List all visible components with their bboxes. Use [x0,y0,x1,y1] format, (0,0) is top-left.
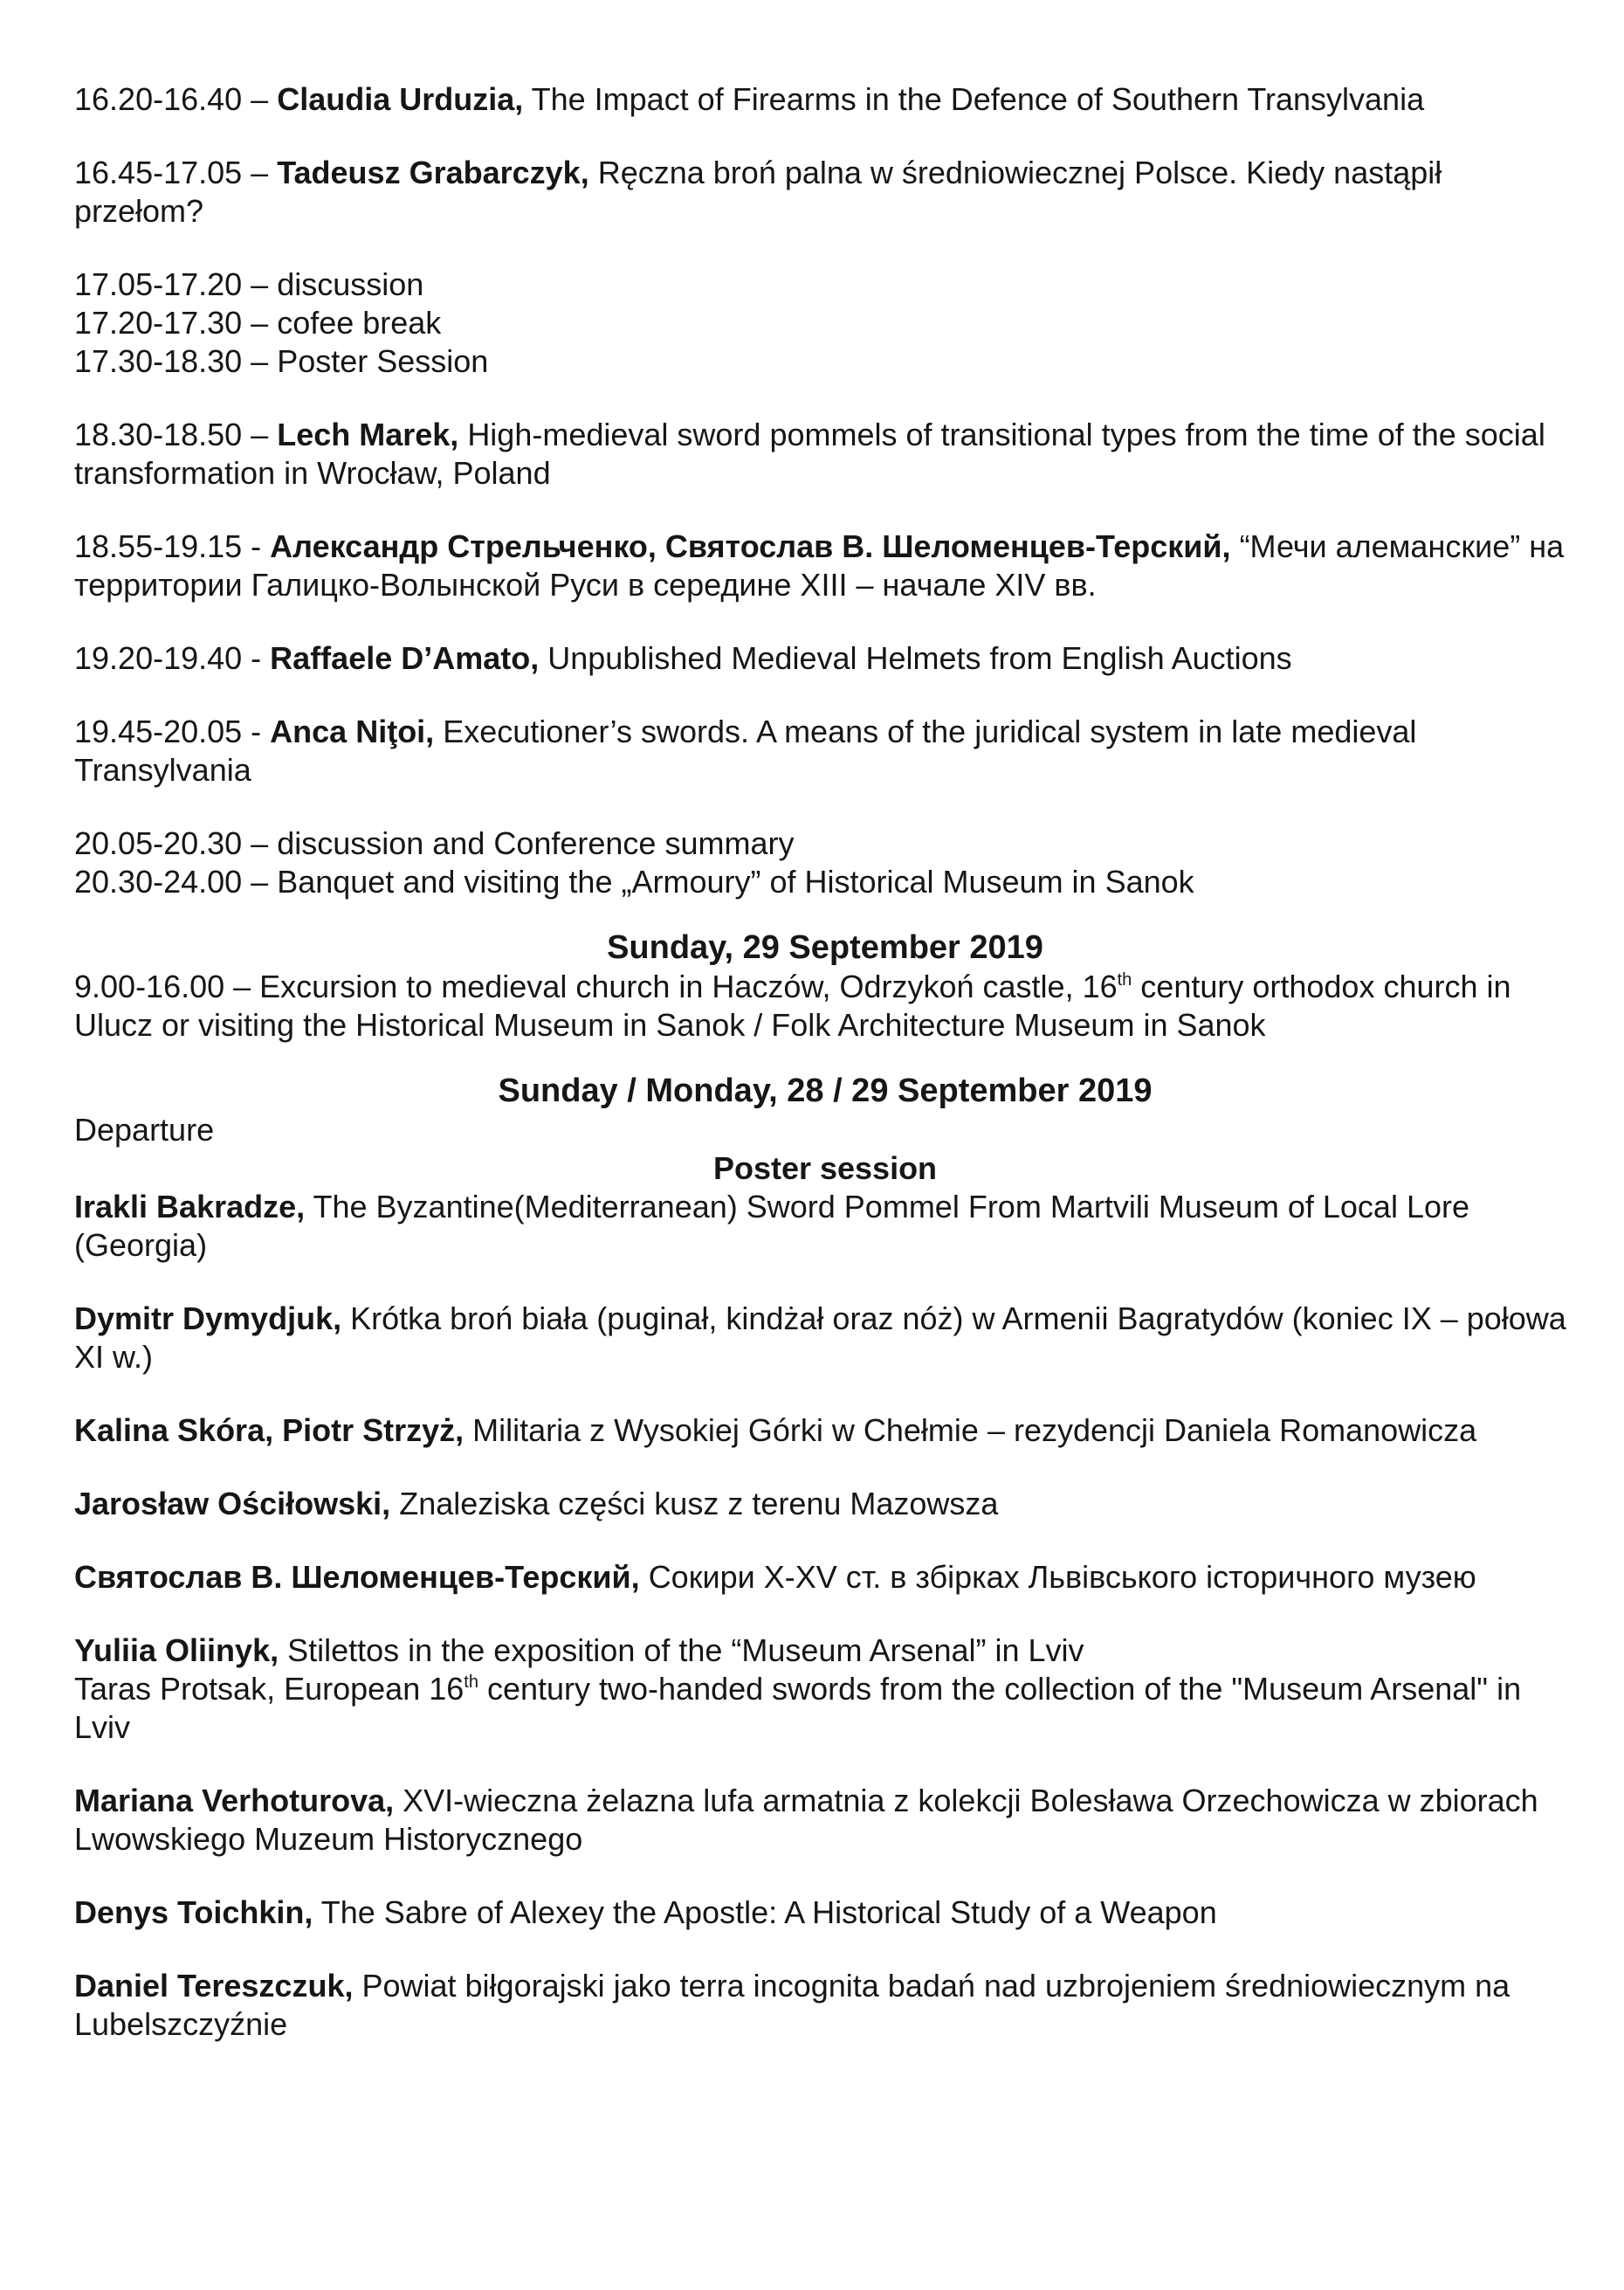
entry-speaker: Claudia Urduzia, [277,81,524,117]
break-item: 20.05-20.30 – discussion and Conference summary [74,825,795,861]
entry-title: Militaria z Wysokiej Górki w Chełmie – rezydencji Daniela Romanowicza [472,1412,1477,1448]
programme-entry [74,154,1576,231]
programme-page [74,80,1576,2079]
entry-time: 18.55-19.15 - [74,528,262,564]
entry-speaker: Irakli Bakradze, [74,1189,306,1224]
poster-entry [74,1485,1576,1523]
poster-session-heading: Poster session [712,1150,938,1186]
entry-title: XVI-wieczna żelazna lufa armatnia z kolekcji Bolesława Orzechowicza w zbiorach Lwowskiego Muzeum Historycznego [74,1783,1538,1857]
day-heading: Sunday / Monday, 28 / 29 September 2019 [498,1073,1153,1109]
break-item: 17.20-17.30 – cofee break [74,305,442,341]
poster-entry [74,1967,1576,2044]
departure-text: Departure [74,1112,215,1148]
entry-title: Executioner’s swords. A means of the juridical system in late medieval Transylvania [74,714,1417,788]
entry-title: Сокири X-XV ст. в збірках Львівського історичного музею [648,1559,1476,1595]
entry-title: The Byzantine(Mediterranean) Sword Pommel From Martvili Museum of Local Lore (Georgia) [74,1189,1470,1263]
entry-speaker: Anca Niţoi, [270,714,435,749]
ordinal-suffix: th [1117,970,1132,990]
entry-title: Stilettos in the exposition of the “Museum Arsenal” in Lviv [287,1632,1084,1668]
break-list [74,824,1576,901]
poster-entry [74,1782,1576,1859]
entry-title: High-medieval sword pommels of transitional types from the time of the social transformation in Wrocław, Poland [74,417,1545,491]
entry-title: “Мечи алеманские” на территории Галицко-Волынской Руси в середине XIII – начале XIV вв. [74,528,1565,603]
entry-speaker: Александр Стрельченко, Святослав В. Шеломенцев-Терский, [270,528,1231,564]
excursion-text-part: 9.00-16.00 – Excursion to medieval church in Haczów, Odrzykoń castle, 16 [74,969,1118,1004]
break-item: 20.30-24.00 – Banquet and visiting the „Armoury” of Historical Museum in Sanok [74,864,1194,900]
poster-entry [74,1631,1576,1747]
entry-title: The Sabre of Alexey the Apostle: A Historical Study of a Weapon [320,1894,1217,1930]
entry-title: The Impact of Firearms in the Defence of Southern Transylvania [531,81,1425,117]
entry-speaker: Denys Toichkin, [74,1894,313,1930]
excursion-text [74,968,1576,1045]
entry-title-part: Taras Protsak, European 16 [74,1671,464,1707]
entry-title: Ręczna broń palna w średniowiecznej Polsce. Kiedy nastąpił przełom? [74,155,1442,229]
poster-entry [74,1893,1576,1932]
entry-title-part: century two-handed swords from the collection of the "Museum Arsenal" in Lviv [74,1671,1522,1745]
programme-entry [74,713,1576,790]
entry-speaker: Kalina Skóra, Piotr Strzyż, [74,1412,464,1448]
poster-line [74,1631,1576,1670]
day-heading: Sunday, 29 September 2019 [607,929,1043,966]
poster-entry [74,1558,1576,1597]
entry-time: 19.45-20.05 - [74,714,262,749]
poster-entry [74,1300,1576,1376]
programme-entry [74,639,1576,678]
entry-time: 16.45-17.05 – [74,155,269,190]
entry-speaker: Tadeusz Grabarczyk, [277,155,589,190]
break-item: 17.05-17.20 – discussion [74,266,424,302]
entry-title: Powiat biłgorajski jako terra incognita badań nad uzbrojeniem średniowiecznym na Lubelszczyźnie [74,1968,1510,2042]
ordinal-suffix: th [464,1673,478,1692]
entry-time: 16.20-16.40 – [74,81,269,117]
break-item: 17.30-18.30 – Poster Session [74,343,489,379]
entry-speaker: Mariana Verhoturova, [74,1783,395,1818]
entry-speaker: Daniel Tereszczuk, [74,1968,354,2004]
poster-line [74,1670,1576,1747]
entry-title: Krótka broń biała (puginał, kindżał oraz nóż) w Armenii Bagratydów (koniec IX – połowa XI w.) [74,1300,1566,1375]
entry-speaker: Lech Marek, [277,417,459,452]
break-list [74,266,1576,381]
entry-speaker: Jarosław Ościłowski, [74,1486,391,1521]
entry-speaker: Raffaele D’Amato, [270,640,540,676]
poster-entry [74,1411,1576,1450]
excursion-text-part: century orthodox church in Ulucz or visiting the Historical Museum in Sanok / Folk Architecture Museum in Sanok [74,969,1511,1043]
poster-list [74,1188,1576,2044]
entry-speaker: Святослав В. Шеломенцев-Терский, [74,1559,640,1595]
entry-title: Unpublished Medieval Helmets from English Auctions [547,640,1292,676]
entry-time: 18.30-18.50 – [74,417,269,452]
poster-entry [74,1188,1576,1265]
entry-speaker: Yuliia Oliinyk, [74,1632,279,1668]
entry-title: Znaleziska części kusz z terenu Mazowsza [399,1486,999,1521]
programme-entry [74,528,1576,604]
programme-entry [74,416,1576,493]
entry-time: 19.20-19.40 - [74,640,262,676]
programme-entry [74,80,1576,119]
entry-speaker: Dymitr Dymydjuk, [74,1300,342,1336]
